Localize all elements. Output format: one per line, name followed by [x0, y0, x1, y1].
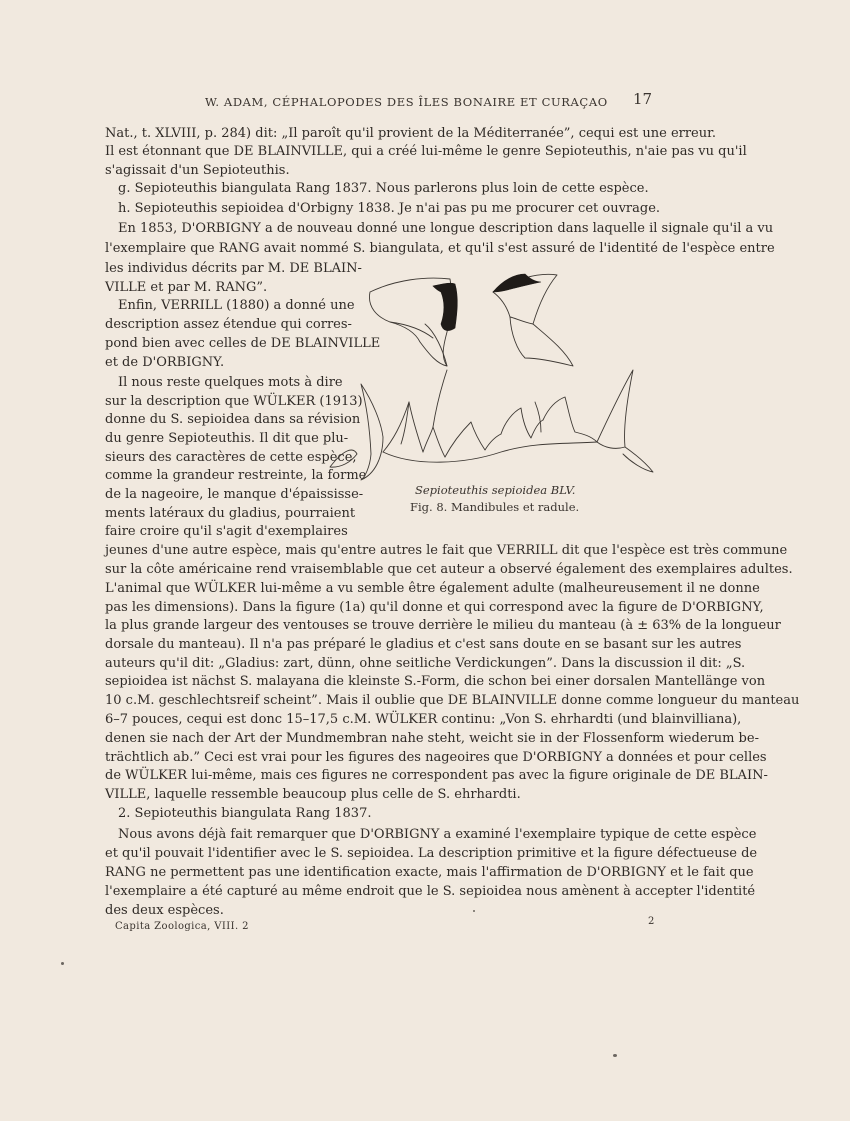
text-line: Il est étonnant que DE BLAINVILLE, qui a créé lui-même le genre Sepioteuthis, n'aie pas vu qu'il: [105, 144, 747, 159]
text-line: En 1853, D'ORBIGNY a de nouveau donné une longue description dans laquelle il signale qu'il a vu: [118, 221, 774, 236]
text-line: denen sie nach der Art der Mundmembran nahe steht, weicht sie in der Flossenform wiederum be-: [105, 731, 759, 746]
text-line: Nous avons déjà fait remarquer que D'ORBIGNY a examiné l'exemplaire typique de cette espèce: [118, 827, 757, 842]
text-line: jeunes d'une autre espèce, mais qu'entre autres le fait que VERRILL dit que l'espèce est très commune: [105, 543, 788, 558]
text-line: les individus décrits par M. DE BLAIN-: [105, 261, 362, 276]
text-line: auteurs qu'il dit: „Gladius: zart, dünn, ohne seitliche Verdickungen”. Dans la discussion il dit: „S.: [105, 656, 746, 671]
figure-caption-title: Sepioteuthis sepioidea BLV.: [415, 483, 576, 497]
text-line: l'exemplaire que RANG avait nommé S. biangulata, et qu'il s'est assuré de l'identité de l'espèce entre: [105, 241, 775, 256]
text-line: pas les dimensions). Dans la figure (1a) qu'il donne et qui correspond avec la figure de D'ORBIGNY,: [105, 600, 764, 615]
text-line: comme la grandeur restreinte, la forme: [105, 468, 367, 483]
text-line: des deux espèces.: [105, 903, 224, 918]
radula-outline: [330, 450, 357, 467]
text-line: 6–7 pouces, cequi est donc 15–17,5 c.M. WÜLKER continu: „Von S. ehrhardti (und blainvilliana),: [105, 712, 742, 727]
signature-mark: 2: [648, 916, 655, 927]
text-line: ments latéraux du gladius, pourraient: [105, 506, 356, 521]
text-line: 2. Sepioteuthis biangulata Rang 1837.: [118, 806, 372, 821]
text-line: VILLE, laquelle ressemble beaucoup plus celle de S. ehrhardti.: [105, 787, 521, 802]
figure-caption-text: Fig. 8. Mandibules et radule.: [410, 500, 580, 514]
text-line: VILLE et par M. RANG”.: [105, 280, 268, 295]
page-number: 17: [633, 90, 653, 108]
text-line: faire croire qu'il s'agit d'exemplaires: [105, 524, 348, 539]
text-line: l'exemplaire a été capturé au même endroit que le S. sepioidea nous amènent à accepter l'identité: [105, 884, 756, 899]
text-line: trächtlich ab.” Ceci est vrai pour les figures des nageoires que D'ORBIGNY a données et pour celles: [105, 750, 767, 765]
text-line: RANG ne permettent pas une identification exacte, mais l'affirmation de D'ORBIGNY et le fait que: [105, 865, 754, 880]
speck-icon: [473, 910, 475, 912]
text-line: Enfin, VERRILL (1880) a donné une: [118, 298, 355, 313]
text-line: sepioidea ist nächst S. malayana die kleinste S.-Form, die schon bei einer dorsalen Mantellänge von: [105, 674, 766, 689]
upper-beak-tip: [433, 283, 457, 330]
text-line: s'agissait d'un Sepioteuthis.: [105, 163, 290, 178]
mandibles-radula-figure: [325, 262, 660, 487]
lower-beak-tip: [493, 274, 541, 292]
text-line: de la nageoire, le manque d'épaississe-: [105, 487, 364, 502]
text-line: h. Sepioteuthis sepioidea d'Orbigny 1838. Je n'ai pas pu me procurer cet ouvrage.: [118, 201, 661, 216]
text-line: L'animal que WÜLKER lui-même a vu semble être également adulte (malheureusement il ne donne: [105, 581, 760, 596]
text-line: sur la côte américaine rend vraisemblable que cet auteur a observé également des exemplaires adultes.: [105, 562, 793, 577]
text-line: g. Sepioteuthis biangulata Rang 1837. Nous parlerons plus loin de cette espèce.: [118, 181, 649, 196]
text-line: donne du S. sepioidea dans sa révision: [105, 412, 361, 427]
text-line: Nat., t. XLVIII, p. 284) dit: „Il paroît qu'il provient de la Méditerranée”, cequi est une erreur.: [105, 126, 717, 141]
text-line: de WÜLKER lui-même, mais ces figures ne correspondent pas avec la figure originale de DE BLAIN-: [105, 768, 768, 783]
text-line: 10 c.M. geschlechtsreif scheint”. Mais il oublie que DE BLAINVILLE donne comme longueur du manteau: [105, 693, 800, 708]
speck-icon: [613, 1054, 617, 1057]
running-head: W. ADAM, CÉPHALOPODES DES ÎLES BONAIRE ET CURAÇAO: [205, 95, 608, 109]
journal-footer: Capita Zoologica, VIII. 2: [115, 921, 249, 932]
text-line: sieurs des caractères de cette espèce,: [105, 450, 357, 465]
text-line: et de D'ORBIGNY.: [105, 355, 225, 370]
text-line: sur la description que WÜLKER (1913): [105, 394, 363, 409]
text-line: dorsale du manteau). Il n'a pas préparé le gladius et c'est sans doute en se basant sur les autres: [105, 637, 742, 652]
text-line: la plus grande largeur des ventouses se trouve derrière le milieu du manteau (à ± 63% de la longueur: [105, 618, 781, 633]
text-line: et qu'il pouvait l'identifier avec le S. sepioidea. La description primitive et la figure défectueuse de: [105, 846, 758, 861]
upper-mandible-outline: [369, 278, 451, 366]
text-line: du genre Sepioteuthis. Il dit que plu-: [105, 431, 349, 446]
speck-icon: [61, 962, 64, 965]
text-line: pond bien avec celles de DE BLAINVILLE: [105, 336, 381, 351]
text-line: Il nous reste quelques mots à dire: [118, 375, 343, 390]
text-line: description assez étendue qui corres-: [105, 317, 352, 332]
